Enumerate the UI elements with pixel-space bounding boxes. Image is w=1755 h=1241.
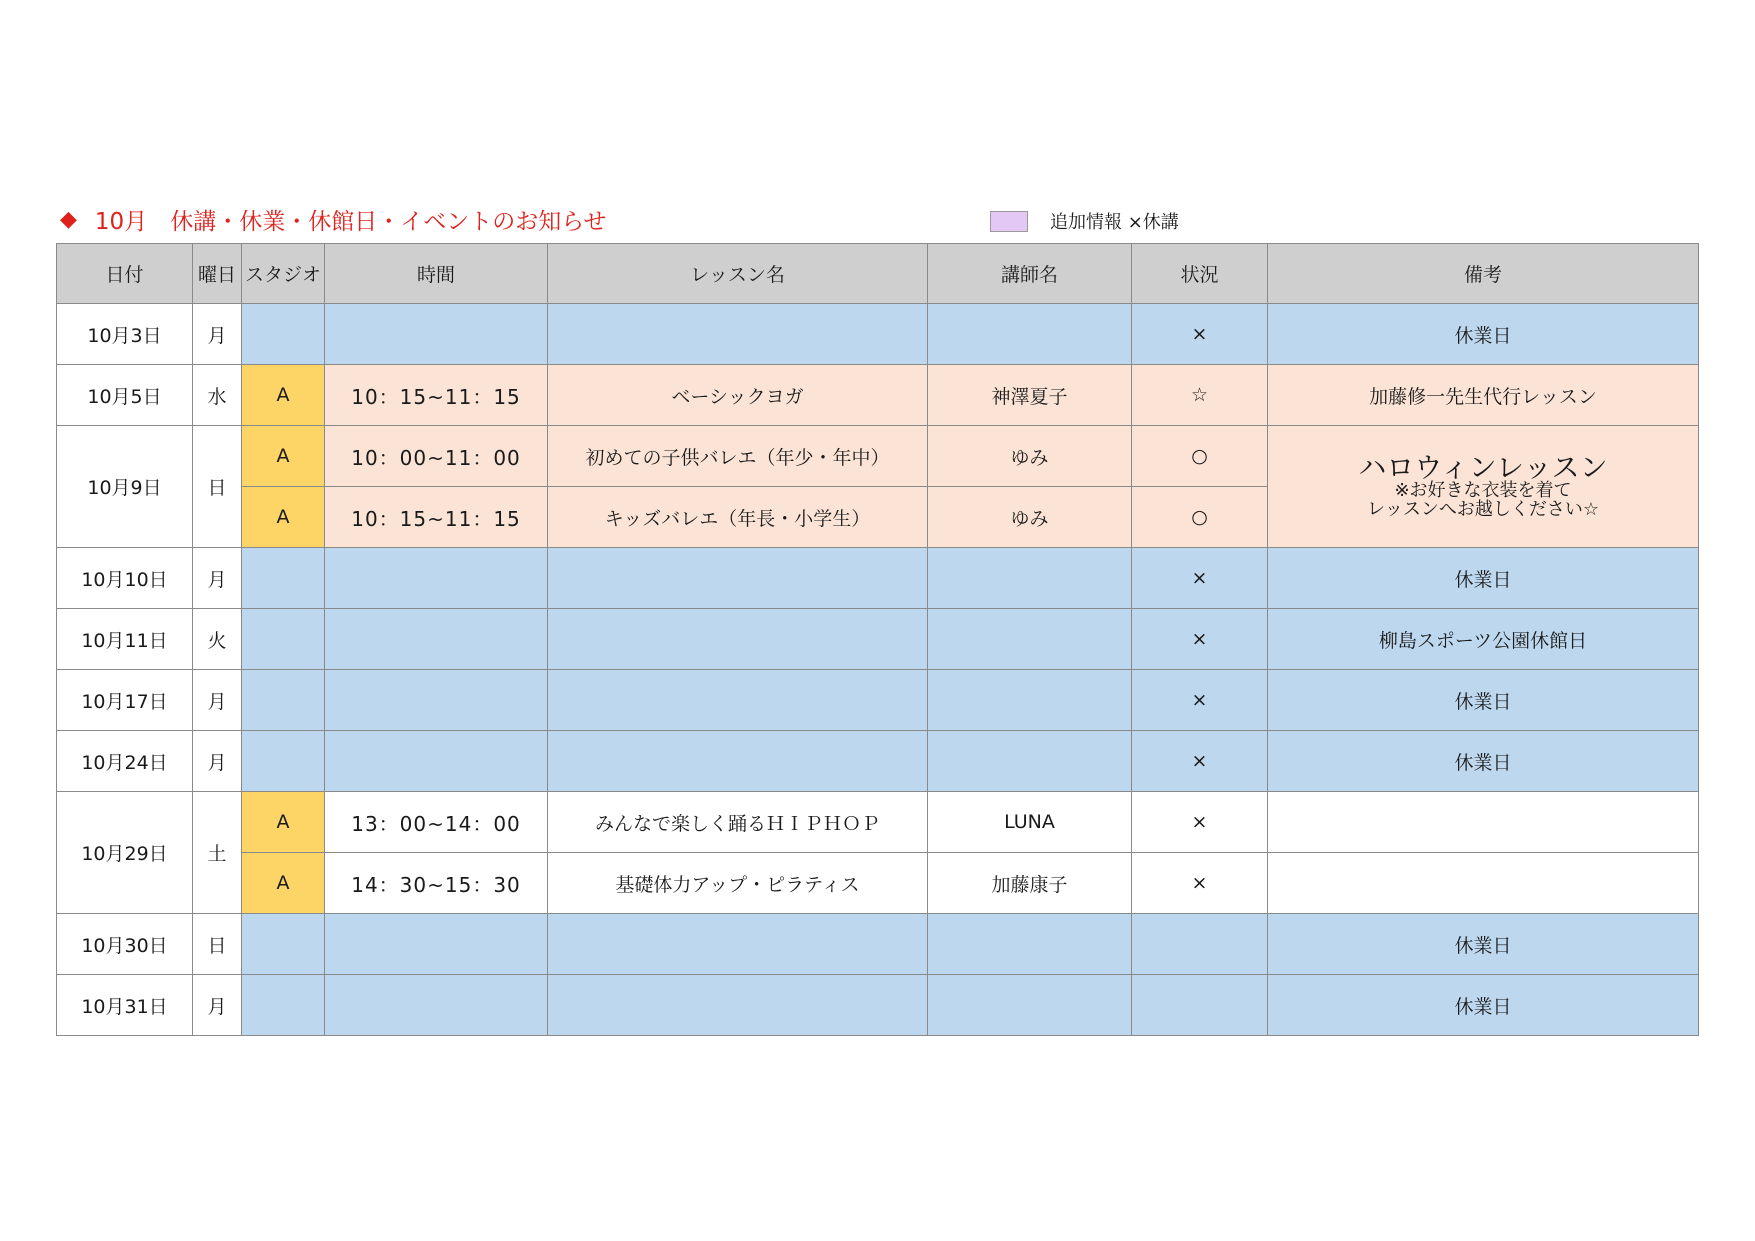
- date-cell: 10月24日: [57, 731, 193, 792]
- status-cell: ×: [1132, 609, 1268, 670]
- lesson-cell: キッズバレエ（年長・小学生）: [548, 487, 928, 548]
- table-row: [57, 548, 1699, 609]
- note-cell: 加藤修一先生代行レッスン: [1268, 365, 1699, 426]
- note-cell: [1268, 853, 1699, 914]
- lesson-cell: 初めての子供バレエ（年少・年中）: [548, 426, 928, 487]
- note-cell: 休業日: [1268, 975, 1699, 1036]
- time-cell: [325, 609, 548, 670]
- studio-cell: [242, 609, 325, 670]
- studio-cell: [242, 914, 325, 975]
- status-cell: ×: [1132, 792, 1268, 853]
- status-cell: ×: [1132, 853, 1268, 914]
- lesson-cell: [548, 731, 928, 792]
- table-row: [57, 914, 1699, 975]
- header-row: [57, 244, 1699, 304]
- table-row: [57, 670, 1699, 731]
- teacher-cell: ゆみ: [928, 487, 1132, 548]
- header-studio: スタジオ: [242, 244, 325, 304]
- legend-text: 追加情報 ×休講: [1050, 212, 1179, 233]
- table-row: [57, 609, 1699, 670]
- studio-cell: [242, 975, 325, 1036]
- header-day: 曜日: [193, 244, 242, 304]
- date-cell: 10月9日: [57, 426, 193, 548]
- status-cell: ☆: [1132, 365, 1268, 426]
- table-row: [57, 365, 1699, 426]
- teacher-cell: 神澤夏子: [928, 365, 1132, 426]
- lesson-cell: みんなで楽しく踊るＨＩＰＨＯＰ: [548, 792, 928, 853]
- day-cell: 土: [193, 792, 242, 914]
- time-cell: [325, 670, 548, 731]
- note-cell: 休業日: [1268, 304, 1699, 365]
- status-cell: [1132, 975, 1268, 1036]
- studio-cell: A: [242, 792, 325, 853]
- teacher-cell: [928, 731, 1132, 792]
- time-cell: [325, 975, 548, 1036]
- table-row: [57, 304, 1699, 365]
- note-cell: 休業日: [1268, 731, 1699, 792]
- note-cell: 休業日: [1268, 914, 1699, 975]
- date-cell: 10月29日: [57, 792, 193, 914]
- date-cell: 10月3日: [57, 304, 193, 365]
- table-row: [57, 975, 1699, 1036]
- lesson-cell: [548, 914, 928, 975]
- title-text: 10月 休講・休業・休館日・イベントのお知らせ: [94, 209, 607, 235]
- note-cell: 柳島スポーツ公園休館日: [1268, 609, 1699, 670]
- status-cell: ○: [1132, 426, 1268, 487]
- legend-swatch: [990, 211, 1028, 232]
- header-teacher: 講師名: [928, 244, 1132, 304]
- studio-cell: [242, 731, 325, 792]
- halloween-line1: ※お好きな衣装を着て: [1394, 480, 1572, 502]
- lesson-cell: 基礎体力アップ・ピラティス: [548, 853, 928, 914]
- note-cell: [1268, 792, 1699, 853]
- day-cell: 月: [193, 670, 242, 731]
- lesson-cell: [548, 548, 928, 609]
- table-row: [57, 792, 1699, 853]
- time-cell: 10：15~11：15: [325, 487, 548, 548]
- status-cell: [1132, 914, 1268, 975]
- halloween-title: ハロウィンレッスン: [1358, 450, 1608, 484]
- time-cell: 13：00~14：00: [325, 792, 548, 853]
- studio-cell: [242, 304, 325, 365]
- day-cell: 月: [193, 975, 242, 1036]
- teacher-cell: LUNA: [928, 792, 1132, 853]
- teacher-cell: ゆみ: [928, 426, 1132, 487]
- status-cell: ×: [1132, 731, 1268, 792]
- header-status: 状況: [1132, 244, 1268, 304]
- schedule-table: [56, 243, 1699, 1036]
- header-lesson: レッスン名: [548, 244, 928, 304]
- time-cell: 10：15~11：15: [325, 365, 548, 426]
- lesson-cell: [548, 670, 928, 731]
- teacher-cell: [928, 304, 1132, 365]
- lesson-cell: [548, 304, 928, 365]
- day-cell: 火: [193, 609, 242, 670]
- legend: [990, 208, 1179, 234]
- note-cell: [1268, 426, 1699, 548]
- studio-cell: A: [242, 487, 325, 548]
- date-cell: 10月11日: [57, 609, 193, 670]
- teacher-cell: [928, 609, 1132, 670]
- table-row: [57, 426, 1699, 487]
- day-cell: 月: [193, 304, 242, 365]
- lesson-cell: ベーシックヨガ: [548, 365, 928, 426]
- time-cell: [325, 914, 548, 975]
- diamond-icon: ◆: [60, 207, 77, 232]
- teacher-cell: [928, 975, 1132, 1036]
- table-row: [57, 853, 1699, 914]
- teacher-cell: [928, 670, 1132, 731]
- studio-cell: A: [242, 853, 325, 914]
- studio-cell: [242, 670, 325, 731]
- note-cell: 休業日: [1268, 670, 1699, 731]
- status-cell: ×: [1132, 670, 1268, 731]
- table-row: [57, 731, 1699, 792]
- teacher-cell: 加藤康子: [928, 853, 1132, 914]
- day-cell: 月: [193, 548, 242, 609]
- status-cell: ×: [1132, 304, 1268, 365]
- time-cell: [325, 304, 548, 365]
- status-cell: ×: [1132, 548, 1268, 609]
- date-cell: 10月30日: [57, 914, 193, 975]
- date-cell: 10月31日: [57, 975, 193, 1036]
- teacher-cell: [928, 914, 1132, 975]
- header-note: 備考: [1268, 244, 1699, 304]
- header-time: 時間: [325, 244, 548, 304]
- header-date: 日付: [57, 244, 193, 304]
- date-cell: 10月17日: [57, 670, 193, 731]
- page-title: [60, 203, 607, 236]
- teacher-cell: [928, 548, 1132, 609]
- lesson-cell: [548, 975, 928, 1036]
- time-cell: 10：00~11：00: [325, 426, 548, 487]
- date-cell: 10月5日: [57, 365, 193, 426]
- day-cell: 月: [193, 731, 242, 792]
- day-cell: 日: [193, 426, 242, 548]
- time-cell: [325, 548, 548, 609]
- status-cell: ○: [1132, 487, 1268, 548]
- date-cell: 10月10日: [57, 548, 193, 609]
- studio-cell: A: [242, 365, 325, 426]
- studio-cell: [242, 548, 325, 609]
- halloween-line2: レッスンへお越しください☆: [1367, 499, 1599, 521]
- time-cell: [325, 731, 548, 792]
- day-cell: 水: [193, 365, 242, 426]
- time-cell: 14：30~15：30: [325, 853, 548, 914]
- note-cell: 休業日: [1268, 548, 1699, 609]
- lesson-cell: [548, 609, 928, 670]
- day-cell: 日: [193, 914, 242, 975]
- studio-cell: A: [242, 426, 325, 487]
